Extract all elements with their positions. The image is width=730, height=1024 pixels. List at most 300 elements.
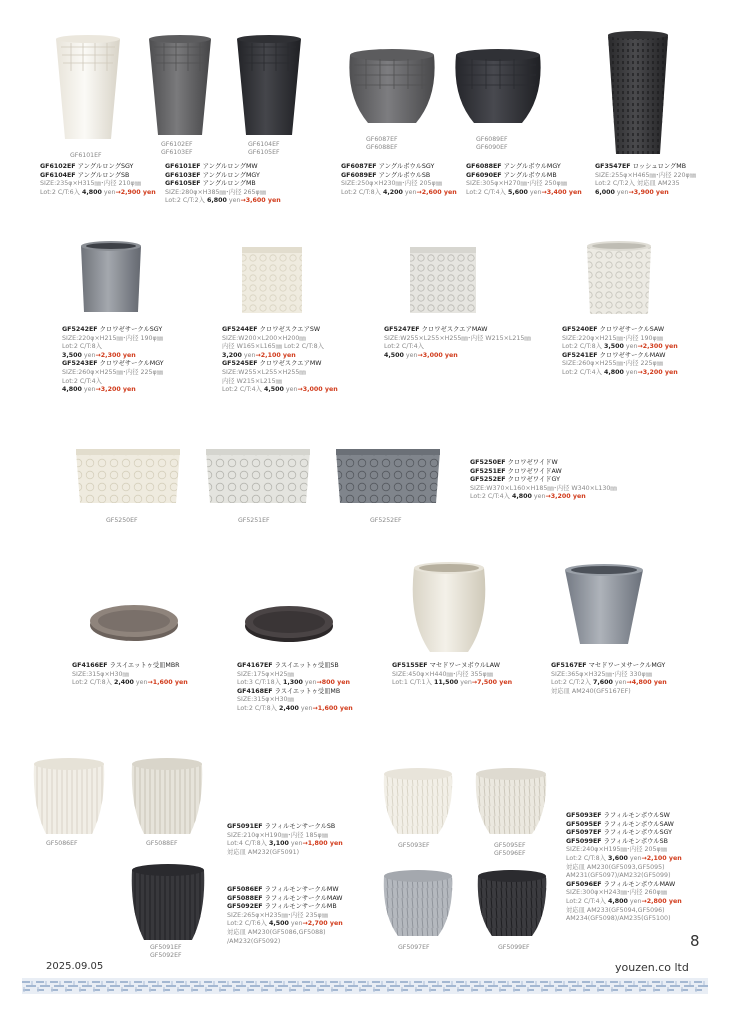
pot-image [346,47,438,127]
info-line [237,696,353,705]
info-line [466,180,582,189]
info-line [595,180,696,189]
info-text: yen [283,386,298,394]
product-code: GF5167EF [551,662,587,669]
list-price: 4,500 [263,386,284,394]
info-line [227,849,343,858]
product-code: GF6101EF [165,163,201,170]
info-text: 内径 W215×L215㎜ [222,377,282,385]
product-code: GF5240EF [562,326,598,333]
info-text: → [95,386,101,394]
image-code: GF5252EF [370,517,402,524]
info-text: SIZE:315φ×H30㎜ [237,696,294,704]
pot-image [474,868,550,940]
info-text: 対応皿 AM230(GF5086,GF5088) [227,928,326,936]
info-text: yen [614,188,629,196]
pot-image [202,445,314,509]
company-name: youzen.co ltd [615,961,689,974]
sale-price: 2,300 yen [100,351,136,359]
info-text: Lot:2 C/T:8入 [62,343,102,351]
info-line [566,872,682,881]
product-code: GF5086EF [227,886,263,893]
info-line [566,829,682,838]
info-text: → [545,493,551,501]
list-price: 4,800 [511,493,532,501]
product-code: GF5096EF [566,880,602,888]
info-line [40,172,156,181]
info-line [227,886,343,895]
info-line [72,671,188,680]
image-code: GF6104EF GF6105EF [248,141,280,156]
info-text: yen [623,343,638,351]
image-code: GF6102EF GF6103EF [161,141,193,156]
info-line [227,903,343,912]
product-code: GF5088EF [227,894,263,902]
info-line [341,180,457,189]
image-code: GF5093EF [398,842,430,849]
info-line [595,172,696,181]
info-text: SIZE:W255×L255×H255㎜ [222,368,306,376]
product-code: GF5093EF [566,812,602,819]
product-code: GF5155EF [392,662,428,669]
info-text: ラスイエットゥ受皿MB [272,687,341,695]
info-text: ラフィルモンボウルSAW [601,820,674,828]
info-line [341,172,457,181]
info-text: Lot:2 C/T:6入 [40,188,82,196]
product-info [470,459,617,502]
info-text: ラフィルモンサークルMW [262,886,339,893]
product-code: GF4166EF [72,662,108,669]
info-line [40,163,156,172]
info-text: クロワゼワイドAW [505,467,562,475]
sale-price: 2,100 yen [646,854,682,862]
info-line [40,189,156,198]
info-text: → [147,679,153,687]
info-line [237,671,353,680]
pot-image [78,240,144,316]
info-text: SIZE:240φ×H195㎜･内径 205φ㎜ [566,846,667,854]
info-text: → [417,351,423,359]
info-line [227,920,343,929]
list-price: 3,100 [268,840,289,848]
product-info [237,662,353,714]
info-line [392,679,512,688]
info-text: Lot:4 C/T:8入 [227,840,269,848]
product-info [595,163,696,197]
info-text: アングルボウルSB [376,171,431,179]
info-line [165,197,281,206]
info-text: ラフィルモンボウルMAW [601,880,676,888]
product-info [222,326,338,395]
product-code: GF6088EF [466,163,502,170]
info-text: Lot:2 C/T:8入 [566,854,608,862]
pot-image [406,243,480,315]
info-text: yen [133,679,148,687]
info-text: クロワゼサークルSGY [97,326,163,333]
info-text: yen [298,704,313,712]
info-line [62,386,164,395]
list-price: 7,600 [592,679,613,687]
info-text: → [626,679,632,687]
info-text: → [297,386,303,394]
info-text: マセドワーヌサークルMGY [586,662,666,669]
info-text: yen [101,188,116,196]
info-text: → [115,188,121,196]
info-line [466,189,582,198]
info-text: yen [403,351,418,359]
product-info [165,163,281,206]
info-line [227,938,343,947]
list-price: 3,500 [62,351,82,359]
info-text: SIZE:250φ×H230㎜･内径 205φ㎜ [341,180,442,188]
info-text: yen [81,351,96,359]
info-line [384,343,531,352]
info-line [227,832,343,841]
info-line [165,180,281,189]
info-line [62,378,164,387]
info-line [392,662,512,671]
pot-image [408,560,490,656]
info-line [551,688,667,697]
info-line [551,671,667,680]
info-line [62,369,164,378]
info-line [466,163,582,172]
info-text: ラスイエットゥ受皿MBR [107,662,180,669]
product-code: GF5092EF [227,903,263,911]
info-text: Lot:2 C/T:4入 [470,493,512,501]
product-code: GF5091EF [227,823,263,830]
info-text: ロッシュロングMB [630,163,687,170]
info-line [62,343,164,352]
sale-price: 2,700 yen [307,920,343,928]
product-info [227,823,343,857]
info-text: SIZE:W200×L200×H200㎜ [222,334,306,342]
list-price: 4,200 [382,188,403,196]
info-text: /AM232(GF5092) [227,937,281,945]
info-line [227,895,343,904]
info-text: SIZE:175φ×H25㎜ [237,670,294,678]
info-text: Lot:2 C/T:2入 [551,679,593,687]
info-text: 内径 W165×L165㎜ Lot:2 C/T:8入 [222,343,324,351]
info-text: クロワゼスクエアMW [257,360,322,368]
sale-price: 1,600 yen [317,704,353,712]
product-code: GF4168EF [237,687,273,695]
info-text: 対応皿 AM232(GF5091) [227,848,300,856]
sale-price: 2,300 yen [642,343,678,351]
info-line [237,679,353,688]
info-text: Lot:2 C/T:4入 [466,188,508,196]
info-text: SIZE:265φ×H235㎜･内径 235φ㎜ [227,911,328,919]
product-code: GF5251EF [470,467,506,475]
info-line [222,386,338,395]
info-line [165,163,281,172]
info-text: クロワゼサークルMAW [597,351,666,359]
product-code: GF5242EF [62,326,98,333]
product-code: GF5097EF [566,829,602,837]
product-code: GF5245EF [222,360,258,368]
sale-price: 3,400 yen [546,188,582,196]
info-line [392,671,512,680]
list-price: 5,600 [507,188,528,196]
info-line [551,679,667,688]
info-line [227,929,343,938]
info-text: アングルボウルSGY [376,163,435,170]
info-line [470,468,617,477]
image-code: GF5095EF GF5096EF [494,842,526,857]
info-text: → [637,343,643,351]
sale-price: 1,800 yen [307,840,343,848]
info-line [595,189,696,198]
product-code: GF6089EF [341,171,377,179]
info-text: Lot:2 C/T:4入 [566,897,608,905]
info-text: クロワゼスクエアSW [257,326,321,333]
info-text: Lot:2 C/T:4入 [222,386,264,394]
info-line [237,688,353,697]
info-line [222,369,338,378]
info-text: ラフィルモンボウルSGY [601,829,672,837]
info-text: SIZE:220φ×H215㎜･内径 190φ㎜ [562,334,663,342]
product-info [384,326,531,360]
info-text: SIZE:210φ×H190㎜･内径 185φ㎜ [227,831,328,839]
info-text: → [637,368,643,376]
info-text: クロワゼスクエアMAW [419,326,488,333]
issue-date: 2025.09.05 [46,961,104,972]
pot-image [88,601,180,643]
info-text: yen [288,920,303,928]
info-text: 対応皿 AM230(GF5093,GF5095) [566,863,665,871]
info-text: SIZE:280φ×H385㎜･内径 265φ㎜ [165,188,266,196]
info-text: yen [627,854,642,862]
image-code: GF5250EF [106,517,138,524]
product-code: GF5243EF [62,360,98,368]
info-line [466,172,582,181]
product-code: GF6087EF [341,163,377,170]
pot-image [606,30,670,158]
image-code: GF6089EF GF6090EF [476,136,508,151]
info-line [566,821,682,830]
product-info [227,886,343,946]
info-text: ラフィルモンサークルSB [262,823,336,830]
product-info [466,163,582,197]
info-line [237,705,353,714]
info-text: SIZE:315φ×H30㎜ [72,670,129,678]
info-text: ラフィルモンボウルSW [601,812,670,819]
image-code: GF5091EF GF5092EF [150,944,182,959]
info-text: SIZE:365φ×H325㎜･内径 330φ㎜ [551,670,652,678]
info-text: yen [627,897,642,905]
info-text: yen [288,840,303,848]
info-text: → [641,897,647,905]
info-text: Lot:1 C/T:1入 [392,679,434,687]
info-line [566,855,682,864]
info-line [222,326,338,335]
info-line [40,180,156,189]
info-text: yen [458,679,472,687]
info-line [165,172,281,181]
list-price: 3,600 [607,854,628,862]
product-info [551,662,667,696]
info-line [470,493,617,502]
product-code: GF3547EF [595,163,631,170]
info-text: SIZE:235φ×H315㎜･内径 210φ㎜ [40,180,141,188]
info-text: ラフィルモンサークルMB [262,903,337,911]
info-line [470,476,617,485]
info-line [62,335,164,344]
info-line [72,679,188,688]
info-line [566,864,682,873]
info-text: アングルボウルMGY [501,163,561,170]
info-text: yen [531,493,546,501]
info-text: SIZE:W370×L160×H185㎜･内径 W340×L130㎜ [470,484,617,492]
info-line [222,360,338,369]
info-line [566,898,682,907]
product-info [62,326,164,395]
info-text: マセドワーヌボウルLAW [427,662,500,669]
sale-price: 3,000 yen [422,351,458,359]
info-text: クロワゼワイドW [505,459,558,466]
info-line [227,840,343,849]
product-code: GF5095EF [566,820,602,828]
image-code: GF6101EF [70,152,102,159]
sale-price: 800 yen [321,679,350,687]
info-text: ラスイエットゥ受皿SB [272,662,339,669]
product-info [392,662,512,688]
info-text: → [541,188,547,196]
info-text: AM234(GF5098)/AM235(GF5100) [566,915,671,923]
list-price: 4,800 [62,386,82,394]
page-number: 8 [690,932,700,950]
image-code: GF5088EF [146,840,178,847]
list-price: 3,500 [603,343,624,351]
list-price: 6,800 [206,197,227,205]
info-line [341,163,457,172]
info-text: アングルロングMB [200,180,256,188]
info-text: Lot:2 C/T:4入 [62,377,102,385]
product-code: GF5244EF [222,326,258,333]
sale-price: 2,600 yen [421,188,457,196]
info-line [562,369,678,378]
list-price: 4,800 [607,897,628,905]
product-info [72,662,188,688]
list-price: 1,300 [282,679,303,687]
pot-image [30,756,108,838]
list-price: 4,500 [384,351,404,359]
info-text: → [316,679,322,687]
info-text: Lot:2 C/T:6入 [227,920,269,928]
product-info [566,812,682,924]
info-line [566,846,682,855]
info-line [566,907,682,916]
info-text: yen [226,197,241,205]
info-text: yen [302,679,317,687]
info-text: yen [81,386,96,394]
pot-image [128,756,206,838]
pot-image [128,862,208,944]
info-text: アングルロングSB [75,171,130,179]
info-text: Lot:2 C/T:8入 [562,343,604,351]
info-text: クロワゼサークルSAW [597,326,665,333]
info-text: → [641,854,647,862]
decorative-band [22,978,708,994]
info-line [222,335,338,344]
info-line [62,360,164,369]
pot-image [243,601,335,645]
info-line [62,326,164,335]
info-text: SIZE:305φ×H270㎜･内径 250φ㎜ [466,180,567,188]
info-line [384,352,531,361]
pot-image [146,33,214,139]
sale-price: 3,200 yen [550,493,586,501]
info-text: yen [623,368,638,376]
info-text: SIZE:260φ×H255㎜･内径 225φ㎜ [562,360,663,368]
info-text: SIZE:255φ×H465㎜･内径 220φ㎜ [595,171,696,179]
product-code: GF5241EF [562,351,598,359]
list-price: 11,500 [433,679,459,687]
list-price: 4,800 [603,368,624,376]
info-text: SIZE:450φ×H440㎜･内径 355φ㎜ [392,670,493,678]
pot-image [53,33,123,143]
info-text: yen [241,351,256,359]
image-code: GF6087EF GF6088EF [366,136,398,151]
info-text: Lot:2 C/T:4入 [562,368,604,376]
info-line [566,889,682,898]
info-text: ラフィルモンボウルSB [601,837,668,845]
pot-image [452,47,544,127]
info-text: アングルロングSGY [75,163,134,170]
product-info [40,163,156,197]
info-text: AM231(GF5097)/AM232(GF5099) [566,872,671,880]
sale-price: 1,600 yen [152,679,188,687]
list-price: 3,200 [222,351,242,359]
info-line [384,326,531,335]
sale-price: 2,900 yen [120,188,156,196]
pot-image [584,240,654,318]
info-line [341,189,457,198]
info-text: yen [527,188,542,196]
info-line [384,335,531,344]
product-code: GF5247EF [384,326,420,333]
list-price: 2,400 [278,704,299,712]
info-text: クロワゼワイドGY [505,476,560,484]
info-line [595,163,696,172]
info-text: アングルロングMGY [200,171,260,179]
info-line [227,823,343,832]
info-line [562,335,678,344]
product-info [562,326,678,378]
info-line [562,360,678,369]
info-text: → [240,197,246,205]
info-text: 対応皿 AM233(GF5094,GF5096) [566,906,665,914]
pot-image [72,445,184,509]
product-code: GF6103EF [165,171,201,179]
info-text: アングルボウルMB [501,171,557,179]
info-text: → [312,704,318,712]
pot-image [332,445,444,509]
pot-image [472,766,550,838]
product-code: GF6105EF [165,180,201,188]
list-price: 2,400 [113,679,134,687]
info-text: Lot:2 C/T:2入 対応皿 AM235 [595,180,680,188]
product-code: GF5252EF [470,476,506,484]
info-text: yen [612,679,627,687]
info-text: → [471,679,478,687]
info-text: Lot:3 C/T:18入 [237,679,283,687]
info-text: クロワゼサークルMGY [97,360,164,368]
info-line [237,662,353,671]
info-text: Lot:2 C/T:8入 [341,188,383,196]
info-line [222,378,338,387]
info-line [470,459,617,468]
